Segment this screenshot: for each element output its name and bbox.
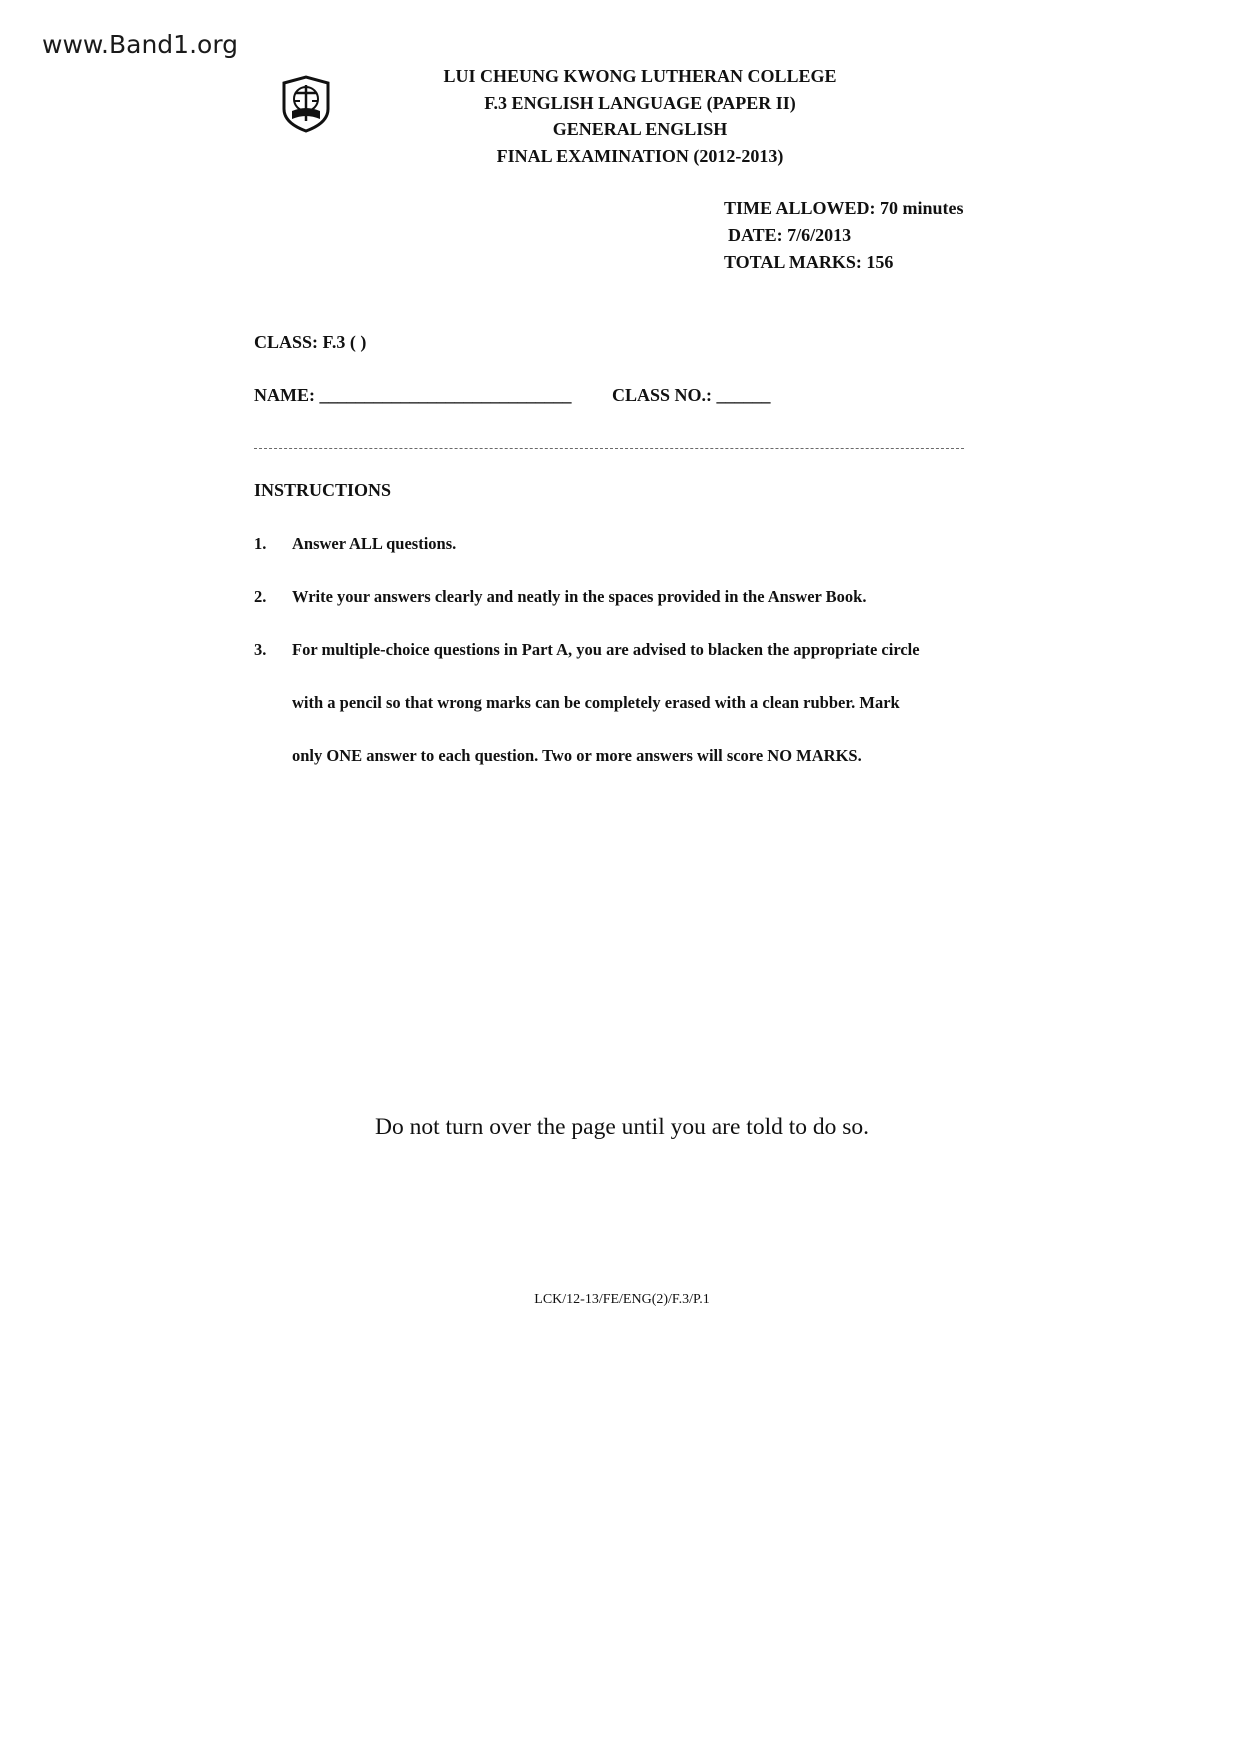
instruction-number: 1. [254,534,267,553]
subject-title: GENERAL ENGLISH [552,119,728,139]
page-footer-code: LCK/12-13/FE/ENG(2)/F.3/P.1 [534,1292,710,1307]
instruction-text: Answer ALL questions. [292,534,457,553]
instruction-number: 2. [254,587,267,606]
paper-title: F.3 ENGLISH LANGUAGE (PAPER II) [484,93,796,113]
class-number-field: CLASS NO.: ______ [612,385,771,405]
exam-date: DATE: 7/6/2013 [728,225,852,245]
time-allowed: TIME ALLOWED: 70 minutes [724,198,964,218]
exam-title: FINAL EXAMINATION (2012-2013) [496,146,784,166]
instructions-heading: INSTRUCTIONS [254,480,392,500]
dashed-divider [254,448,964,449]
watermark-url: www.Band1.org [42,30,239,59]
instruction-number: 3. [254,640,267,659]
instruction-text: For multiple-choice questions in Part A, you are advised to blacken the appropriate circle [292,640,920,659]
class-field: CLASS: F.3 ( ) [254,332,367,352]
name-field: NAME: ____________________________ [254,385,572,405]
do-not-turn-notice: Do not turn over the page until you are told to do so. [374,1114,870,1140]
instruction-text: with a pencil so that wrong marks can be completely erased with a clean rubber. Mark [292,693,900,712]
instruction-text: only ONE answer to each question. Two or more answers will score NO MARKS. [292,746,862,765]
school-name: LUI CHEUNG KWONG LUTHERAN COLLEGE [443,66,837,86]
instruction-text: Write your answers clearly and neatly in the spaces provided in the Answer Book. [292,587,867,606]
total-marks: TOTAL MARKS: 156 [724,252,894,272]
